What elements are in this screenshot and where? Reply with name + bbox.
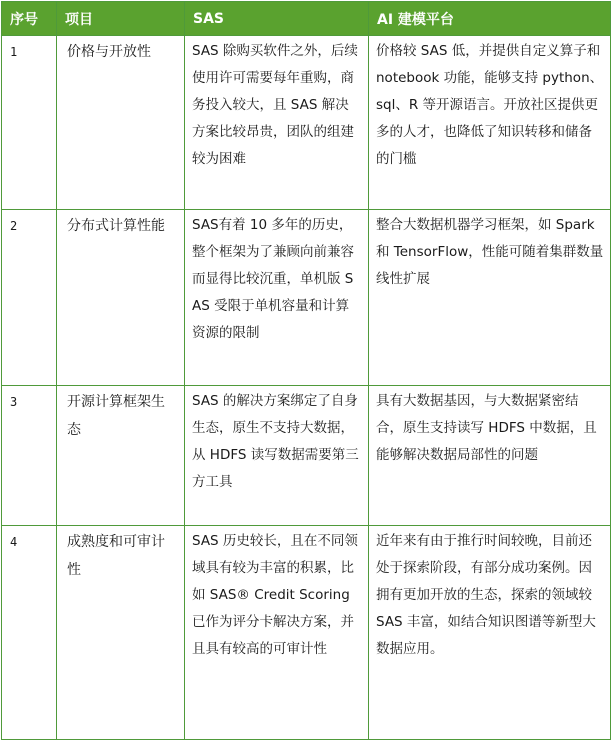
table-header-row	[2, 2, 611, 36]
row-ai: 整合大数据机器学习框架，如 Spark 和 TensorFlow，性能可随着集群数量线性扩展	[369, 210, 611, 386]
header-num: 序号	[2, 2, 57, 36]
row-number: 2	[2, 210, 57, 386]
row-ai: 近年来有由于推行时间较晚，目前还处于探索阶段，有部分成功案例。因拥有更加开放的生态，探索的领域较 SAS 丰富，如结合知识图谱等新型大数据应用。	[369, 526, 611, 740]
row-number: 1	[2, 36, 57, 210]
row-item: 价格与开放性	[57, 36, 185, 210]
row-item: 开源计算框架生态	[57, 386, 185, 526]
header-ai: AI 建模平台	[369, 2, 611, 36]
row-sas: SAS 历史较长，且在不同领域具有较为丰富的积累，比如 SAS® Credit Scoring 已作为评分卡解决方案，并且具有较高的可审计性	[185, 526, 369, 740]
row-number: 4	[2, 526, 57, 740]
table-row	[2, 386, 611, 526]
row-ai: 具有大数据基因，与大数据紧密结合，原生支持读写 HDFS 中数据，且能够解决数据局部性的问题	[369, 386, 611, 526]
row-sas: SAS有着 10 多年的历史，整个框架为了兼顾向前兼容而显得比较沉重，单机版 SAS 受限于单机容量和计算资源的限制	[185, 210, 369, 386]
comparison-table	[1, 1, 611, 740]
row-item: 分布式计算性能	[57, 210, 185, 386]
header-sas: SAS	[185, 2, 369, 36]
table-row	[2, 526, 611, 740]
table-row	[2, 36, 611, 210]
row-number: 3	[2, 386, 57, 526]
row-ai: 价格较 SAS 低，并提供自定义算子和 notebook 功能，能够支持 python、sql、R 等开源语言。开放社区提供更多的人才，也降低了知识转移和储备的门槛	[369, 36, 611, 210]
row-sas: SAS 的解决方案绑定了自身生态，原生不支持大数据，从 HDFS 读写数据需要第三方工具	[185, 386, 369, 526]
row-item: 成熟度和可审计性	[57, 526, 185, 740]
header-item: 项目	[57, 2, 185, 36]
row-sas: SAS 除购买软件之外，后续使用许可需要每年重购，商务投入较大，且 SAS 解决方案比较昂贵，团队的组建较为困难	[185, 36, 369, 210]
table-row	[2, 210, 611, 386]
